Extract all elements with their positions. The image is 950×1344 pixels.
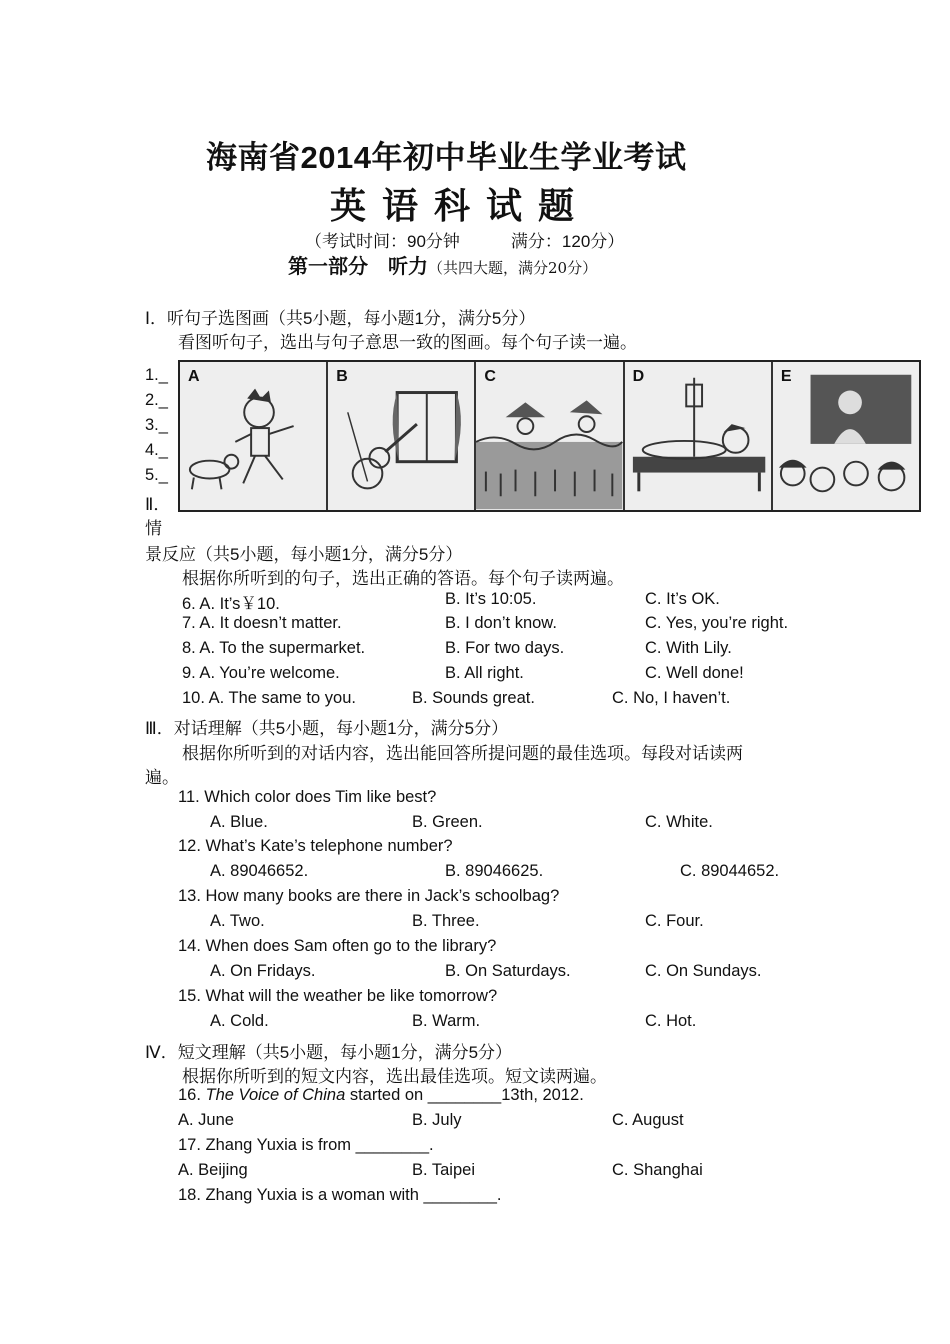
q11-question: 11. Which color does Tim like best? <box>178 788 437 806</box>
q13-option-a: A. Two. <box>210 912 265 930</box>
q10-option-a: 10. A. The same to you. <box>182 689 356 707</box>
q16-program-name: The Voice of China <box>205 1086 346 1104</box>
q7-option-a: 7. A. It doesn’t matter. <box>182 614 342 632</box>
q12-option-a: A. 89046652. <box>210 862 309 880</box>
picture-c <box>476 362 624 510</box>
farmers-in-field-illustration <box>476 362 622 510</box>
picture-a <box>180 362 328 510</box>
q16-rest: started on ________13th, 2012. <box>345 1086 584 1104</box>
q9-option-b: B. All right. <box>445 664 524 682</box>
q12-option-c: C. 89044652. <box>680 862 780 880</box>
q6-option-c: C. It’s OK. <box>645 590 720 608</box>
q16-option-a: A. June <box>178 1111 234 1129</box>
q11-option-c: C. White. <box>645 813 713 831</box>
picture-b <box>328 362 476 510</box>
q16-option-b: B. July <box>412 1111 462 1129</box>
q6-option-b: B. It’s 10:05. <box>445 590 537 608</box>
section2-title-numeral: Ⅱ． <box>145 495 171 514</box>
q17-question: 17. Zhang Yuxia is from ________. <box>178 1136 434 1154</box>
picture-strip <box>178 360 921 512</box>
section2-title: 景反应（共5小题，每小题1分，满分5分） <box>145 545 463 564</box>
q16-number: 16. <box>178 1086 206 1104</box>
picture-c-label: C <box>484 368 496 385</box>
section3-instruction: 根据你所听到的对话内容，选出能回答所提问题的最佳选项。每段对话读两 <box>182 744 743 764</box>
q18-question: 18. Zhang Yuxia is a woman with ________. <box>178 1186 502 1204</box>
patient-in-hospital-bed-illustration <box>625 362 771 510</box>
part1-note: （共四大题，满分20分） <box>428 259 598 277</box>
section2-instruction: 根据你所听到的句子，选出正确的答语。每个句子读两遍。 <box>182 569 624 589</box>
audience-watching-screen-illustration <box>773 362 919 510</box>
picture-e-label: E <box>780 368 792 385</box>
exam-subject-title: 英语科试题 <box>330 185 591 226</box>
q8-option-a: 8. A. To the supermarket. <box>182 639 366 657</box>
section2-title-char: 情 <box>145 519 162 538</box>
q10-option-b: B. Sounds great. <box>412 689 535 707</box>
picture-a-label: A <box>188 368 200 385</box>
answer-number-2: 2._ <box>145 391 168 409</box>
q14-option-a: A. On Fridays. <box>210 962 316 980</box>
answer-number-5: 5._ <box>145 466 168 484</box>
section1-instruction: 看图听句子，选出与句子意思一致的图画。每个句子读一遍。 <box>178 333 637 353</box>
q13-option-b: B. Three. <box>412 912 480 930</box>
child-running-from-dog-illustration <box>180 362 326 510</box>
section4-instruction: 根据你所听到的短文内容，选出最佳选项。短文读两遍。 <box>182 1067 607 1087</box>
q15-option-c: C. Hot. <box>645 1012 697 1030</box>
answer-number-4: 4._ <box>145 441 168 459</box>
q13-option-c: C. Four. <box>645 912 704 930</box>
q12-option-b: B. 89046625. <box>445 862 544 880</box>
q15-question: 15. What will the weather be like tomorrow? <box>178 987 498 1005</box>
part1-title: 第一部分 听力 <box>288 256 428 278</box>
q17-option-c: C. Shanghai <box>612 1161 703 1179</box>
q16-option-c: C. August <box>612 1111 684 1129</box>
picture-d <box>625 362 773 510</box>
q12-question: 12. What’s Kate’s telephone number? <box>178 837 453 855</box>
q9-option-a: 9. A. You’re welcome. <box>182 664 340 682</box>
q14-option-c: C. On Sundays. <box>645 962 762 980</box>
picture-d-label: D <box>632 368 645 385</box>
picture-e <box>773 362 919 510</box>
q14-question: 14. When does Sam often go to the library? <box>178 937 497 955</box>
section4-title: Ⅳ．短文理解（共5小题，每小题1分，满分5分） <box>145 1043 513 1062</box>
q13-question: 13. How many books are there in Jack’s schoolbag? <box>178 887 560 905</box>
q15-option-b: B. Warm. <box>412 1012 481 1030</box>
q9-option-c: C. Well done! <box>645 664 744 682</box>
exam-time-score: （考试时间：90分钟 满分：120分） <box>305 232 625 251</box>
q6-option-a: 6. A. It’s￥10. <box>182 595 280 613</box>
picture-b-label: B <box>336 368 348 385</box>
q7-option-c: C. Yes, you’re right. <box>645 614 789 632</box>
q16-question <box>178 1086 584 1105</box>
q8-option-c: C. With Lily. <box>645 639 732 657</box>
section1-title: Ⅰ．听句子选图画（共5小题，每小题1分，满分5分） <box>145 309 536 328</box>
q11-option-a: A. Blue. <box>210 813 268 831</box>
answer-number-1: 1._ <box>145 366 168 384</box>
q11-option-b: B. Green. <box>412 813 483 831</box>
q8-option-b: B. For two days. <box>445 639 565 657</box>
exam-title: 海南省2014年初中毕业生学业考试 <box>206 140 687 175</box>
section3-title: Ⅲ．对话理解（共5小题，每小题1分，满分5分） <box>145 719 509 738</box>
q7-option-b: B. I don’t know. <box>445 614 557 632</box>
q10-option-c: C. No, I haven’t. <box>612 689 731 707</box>
q14-option-b: B. On Saturdays. <box>445 962 571 980</box>
part1-heading <box>288 250 597 279</box>
guitar-and-window-illustration <box>328 362 474 510</box>
answer-number-3: 3._ <box>145 416 168 434</box>
q17-option-b: B. Taipei <box>412 1161 475 1179</box>
q15-option-a: A. Cold. <box>210 1012 269 1030</box>
q17-option-a: A. Beijing <box>178 1161 248 1179</box>
section3-instruction-cont: 遍。 <box>145 768 179 788</box>
